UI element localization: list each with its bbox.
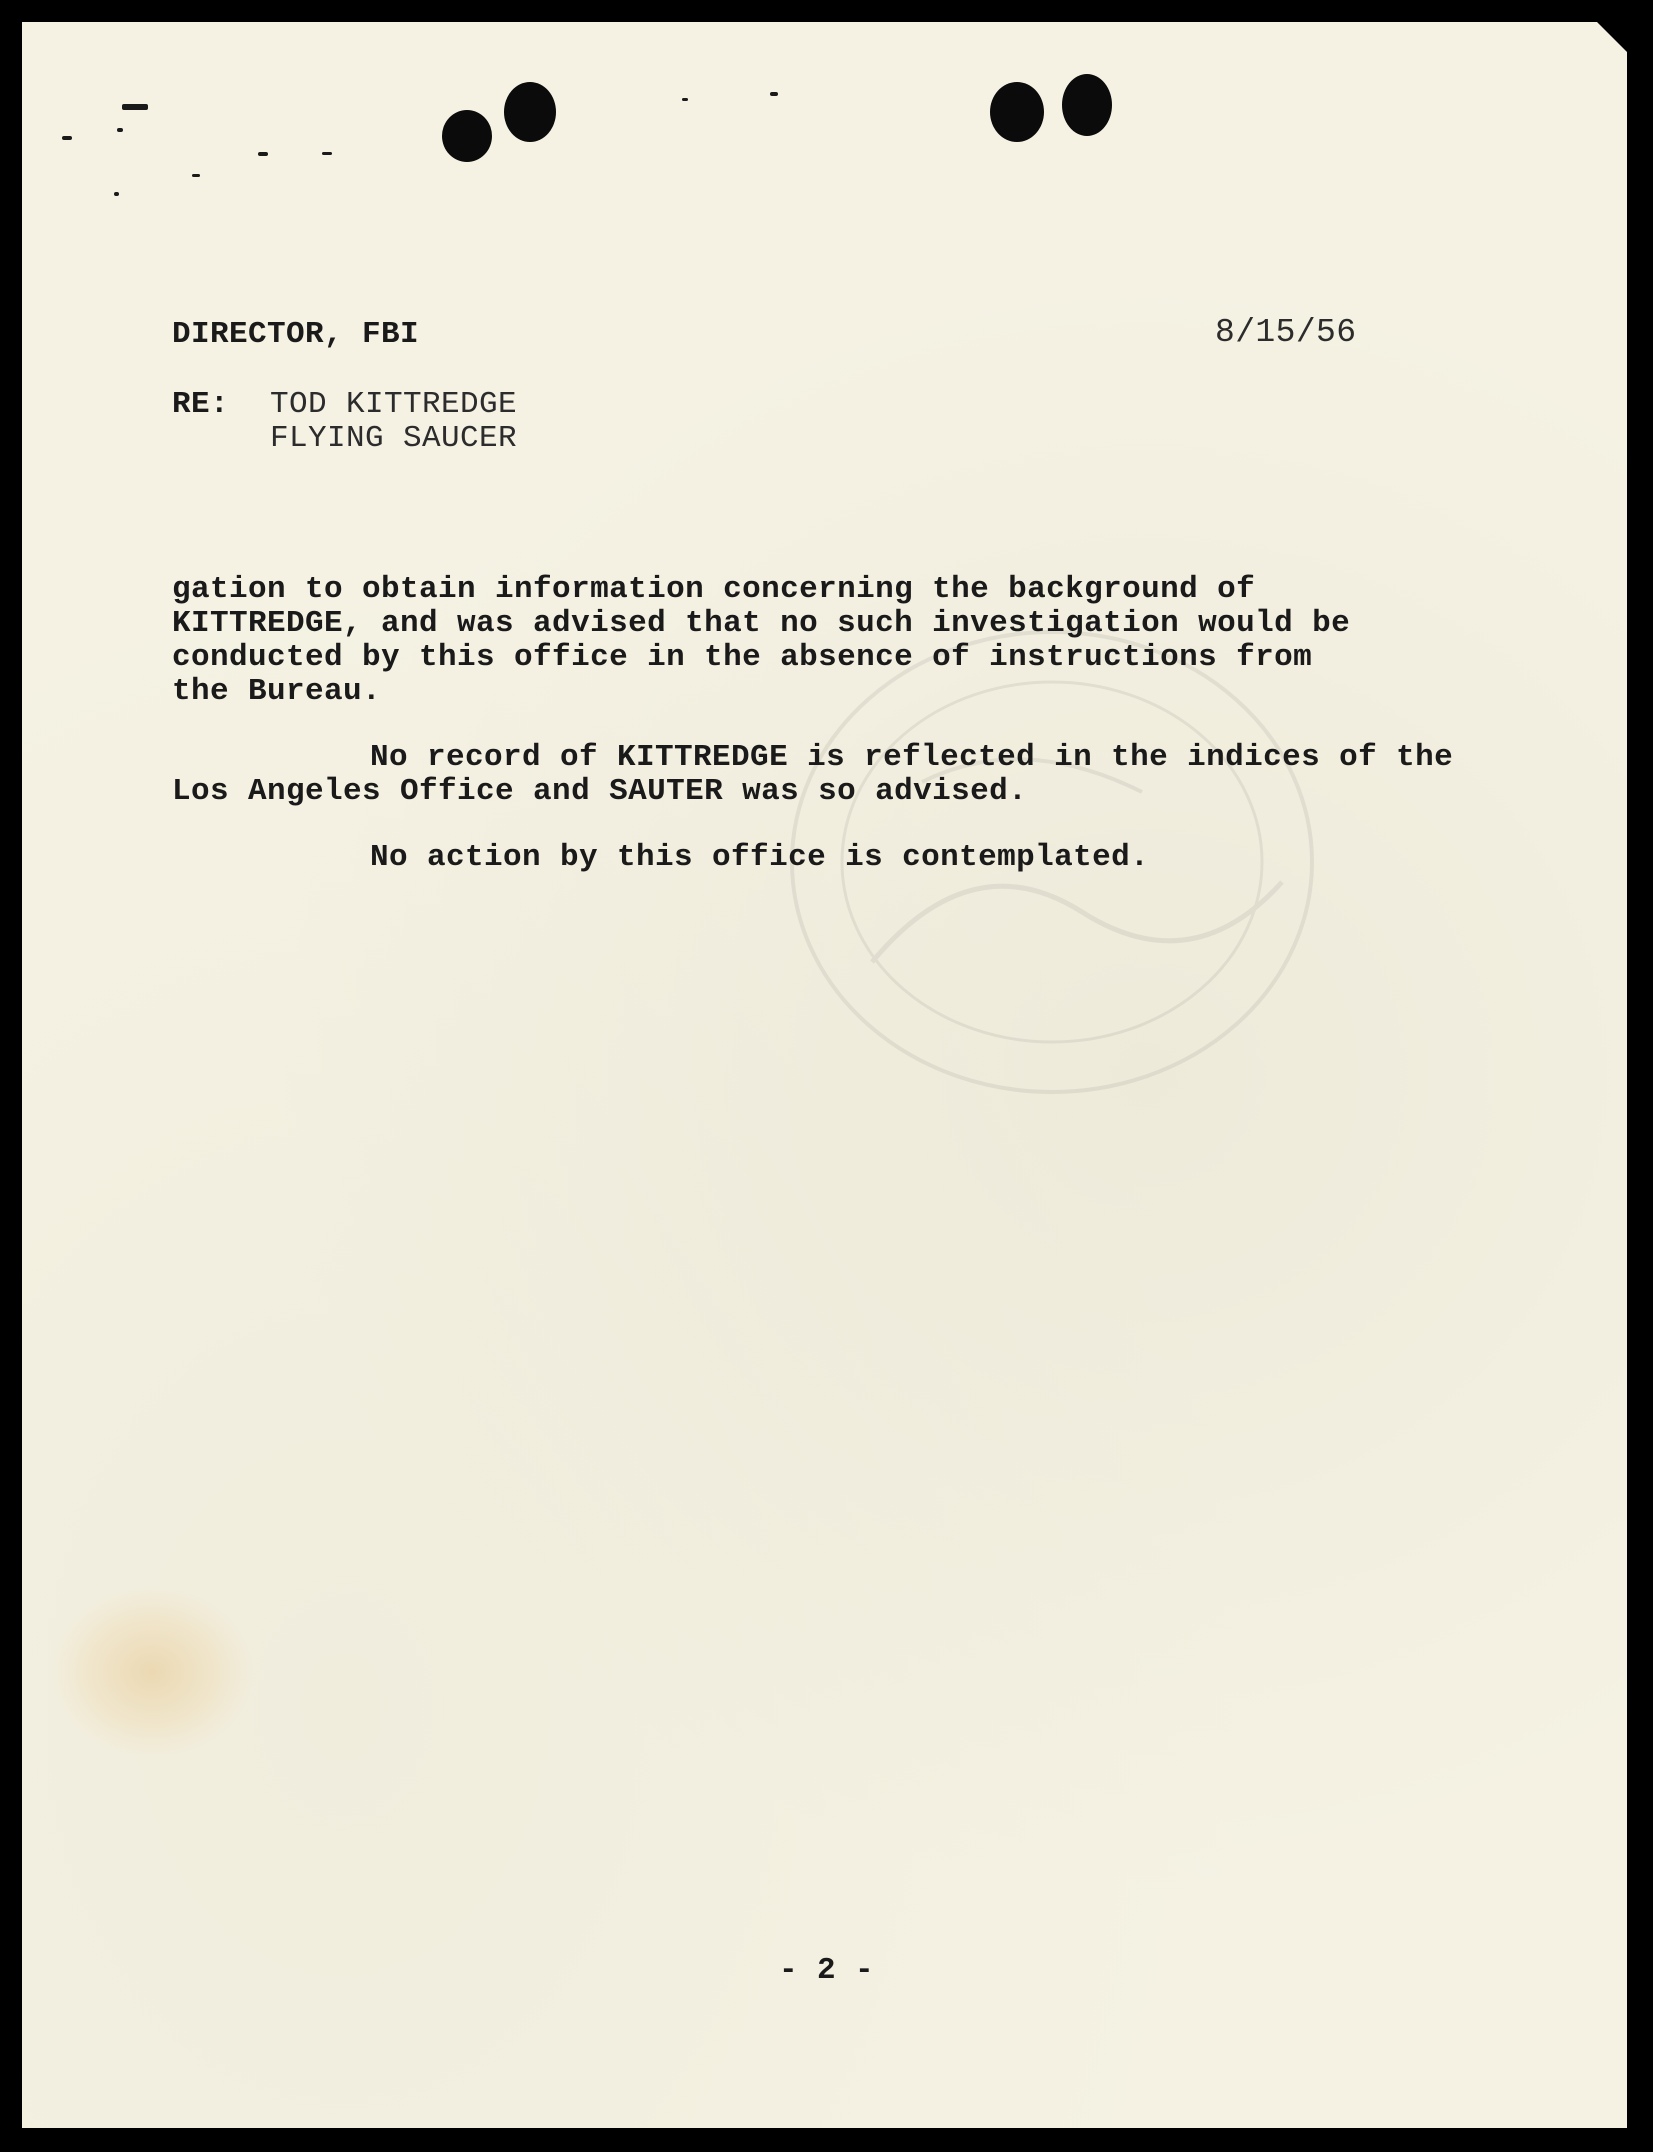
addressee: DIRECTOR, FBI [172,317,420,352]
body-line: Los Angeles Office and SAUTER was so advised. [172,774,1028,809]
punch-hole-left-b [504,82,556,142]
speck [117,128,123,132]
speck [258,152,268,156]
body-line: KITTREDGE, and was advised that no such investigation would be [172,606,1351,641]
punch-hole-right-b [1062,74,1112,136]
speck [682,98,688,101]
speck [770,92,778,96]
body-line: No record of KITTREDGE is reflected in the indices of the [370,740,1454,775]
memo-date: 8/15/56 [1215,314,1357,351]
stain [52,1587,252,1757]
speck [322,152,332,155]
re-subject-line-1: TOD KITTREDGE [270,387,518,422]
folded-corner [1597,22,1627,52]
document-page [22,22,1627,2128]
punch-hole-left-a [442,110,492,162]
body-line: gation to obtain information concerning the background of [172,572,1256,607]
punch-hole-right-a [990,82,1044,142]
body-line: No action by this office is contemplated. [370,840,1150,875]
page-number: - 2 - [779,1953,875,1988]
speck [192,174,200,177]
body-line: conducted by this office in the absence of instructions from [172,640,1313,675]
re-subject-line-2: FLYING SAUCER [270,421,518,456]
re-label: RE: [172,387,230,422]
speck [122,104,148,110]
speck [114,192,119,196]
speck [62,136,72,140]
body-line: the Bureau. [172,674,382,709]
